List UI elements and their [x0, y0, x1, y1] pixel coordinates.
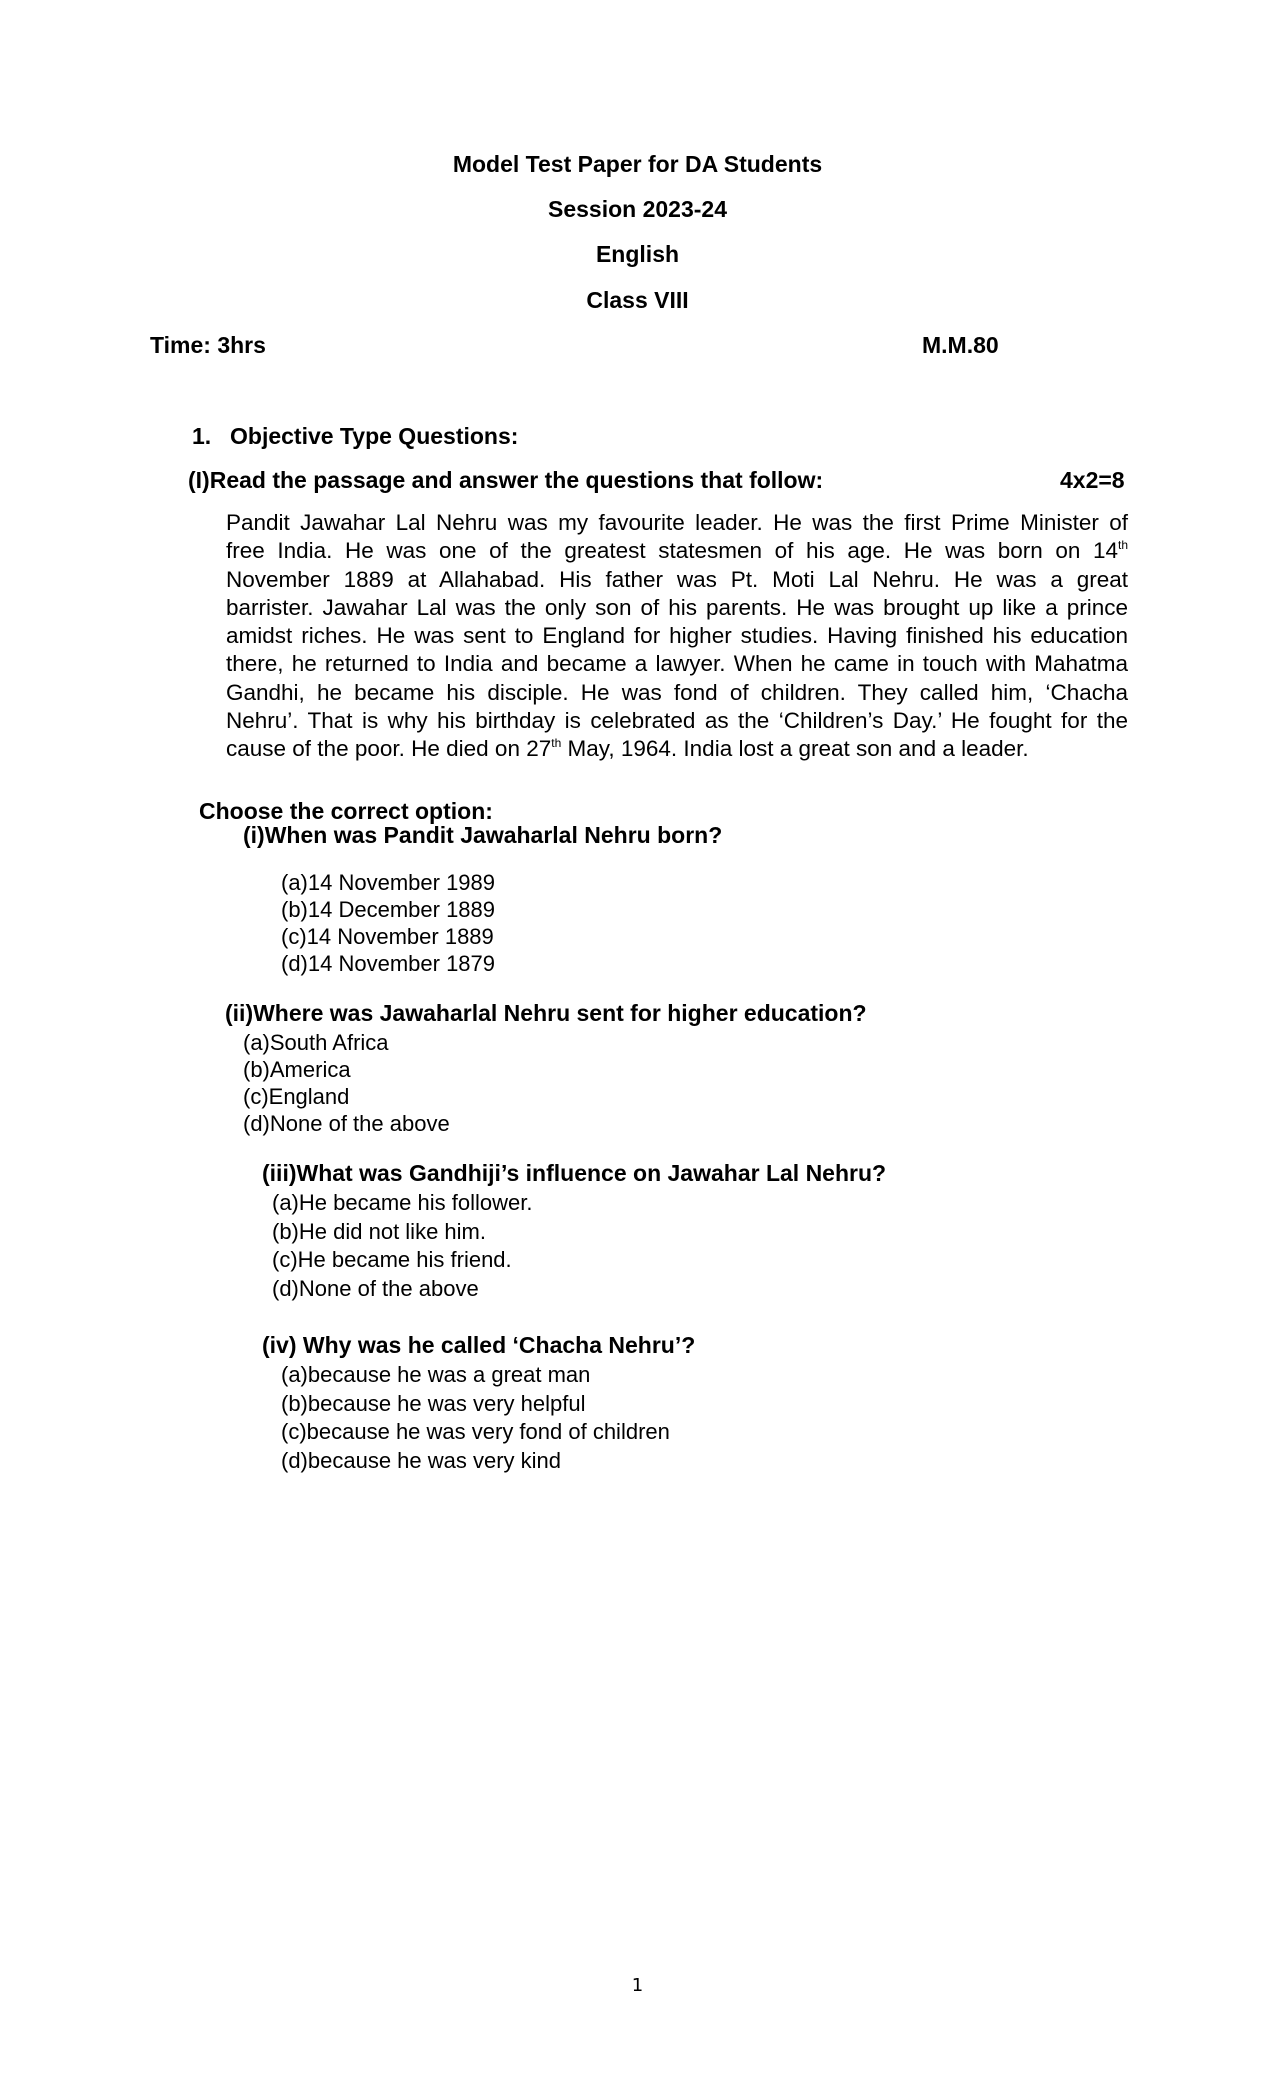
passage-line: barrister. Jawahar Lal was the only son of his parents. He was brought up like a prince — [226, 594, 1128, 620]
time-label: Time: 3hrs — [150, 332, 266, 358]
option: (a)because he was a great man — [281, 1362, 591, 1387]
option: (a)14 November 1989 — [281, 870, 496, 895]
paper-title: Model Test Paper for DA Students — [452, 151, 823, 177]
option: (c)because he was very fond of children — [281, 1419, 670, 1444]
section-marks: 4x2=8 — [1060, 467, 1125, 493]
option: (a)He became his follower. — [272, 1190, 533, 1215]
passage-line: Nehru’. That is why his birthday is celebrated as the ‘Children’s Day.’ He fought for the — [226, 708, 1128, 734]
question-3: (iii)What was Gandhiji’s influence on Jawahar Lal Nehru? — [262, 1160, 887, 1186]
section-number: 1. — [192, 423, 212, 449]
subject-label: English — [595, 241, 680, 267]
option: (a)South Africa — [243, 1030, 389, 1055]
section-title: Objective Type Questions: — [230, 423, 519, 449]
class-label: Class VIII — [586, 287, 689, 313]
option: (d)None of the above — [272, 1275, 479, 1301]
option: (c)England — [243, 1084, 350, 1109]
option: (c)He became his friend. — [272, 1247, 512, 1272]
page-number: 1 — [631, 1975, 644, 1996]
passage-line: free India. He was one of the greatest statesmen of his age. He was born on 14th — [226, 538, 1128, 564]
reading-passage — [226, 509, 1128, 764]
option: (b)He did not like him. — [272, 1218, 486, 1244]
option: (d)because he was very kind — [281, 1447, 562, 1473]
passage-line: November 1889 at Allahabad. His father was Pt. Moti Lal Nehru. He was a great — [226, 566, 1128, 592]
question-2-options — [243, 1029, 450, 1137]
session-label: Session 2023-24 — [547, 196, 727, 222]
passage-line: amidst riches. He was sent to England for higher studies. Having finished his education — [226, 623, 1128, 649]
question-4-options — [281, 1361, 670, 1475]
question-3-options — [272, 1189, 532, 1303]
question-1-options — [281, 869, 495, 977]
passage-instruction: (I)Read the passage and answer the questions that follow: — [188, 467, 824, 493]
passage-line: Pandit Jawahar Lal Nehru was my favourite leader. He was the first Prime Minister of — [226, 510, 1128, 535]
option: (b)14 December 1889 — [281, 897, 496, 922]
choose-option-label: Choose the correct option: — [199, 798, 493, 824]
option: (c)14 November 1889 — [281, 924, 494, 949]
option: (b)America — [243, 1057, 351, 1082]
question-4: (iv) Why was he called ‘Chacha Nehru’? — [262, 1332, 696, 1358]
passage-line: Gandhi, he became his disciple. He was fond of children. They called him, ‘Chacha — [226, 679, 1128, 705]
question-2: (ii)Where was Jawaharlal Nehru sent for higher education? — [225, 1000, 867, 1026]
option: (b)because he was very helpful — [281, 1390, 586, 1416]
passage-line: there, he returned to India and became a lawyer. When he came in touch with Mahatma — [226, 651, 1128, 677]
max-marks-label: M.M.80 — [922, 332, 999, 358]
option: (d)14 November 1879 — [281, 951, 496, 976]
passage-line: cause of the poor. He died on 27th May, 1964. India lost a great son and a leader. — [226, 736, 1029, 762]
option: (d)None of the above — [243, 1111, 450, 1136]
question-1: (i)When was Pandit Jawaharlal Nehru born? — [243, 822, 723, 848]
